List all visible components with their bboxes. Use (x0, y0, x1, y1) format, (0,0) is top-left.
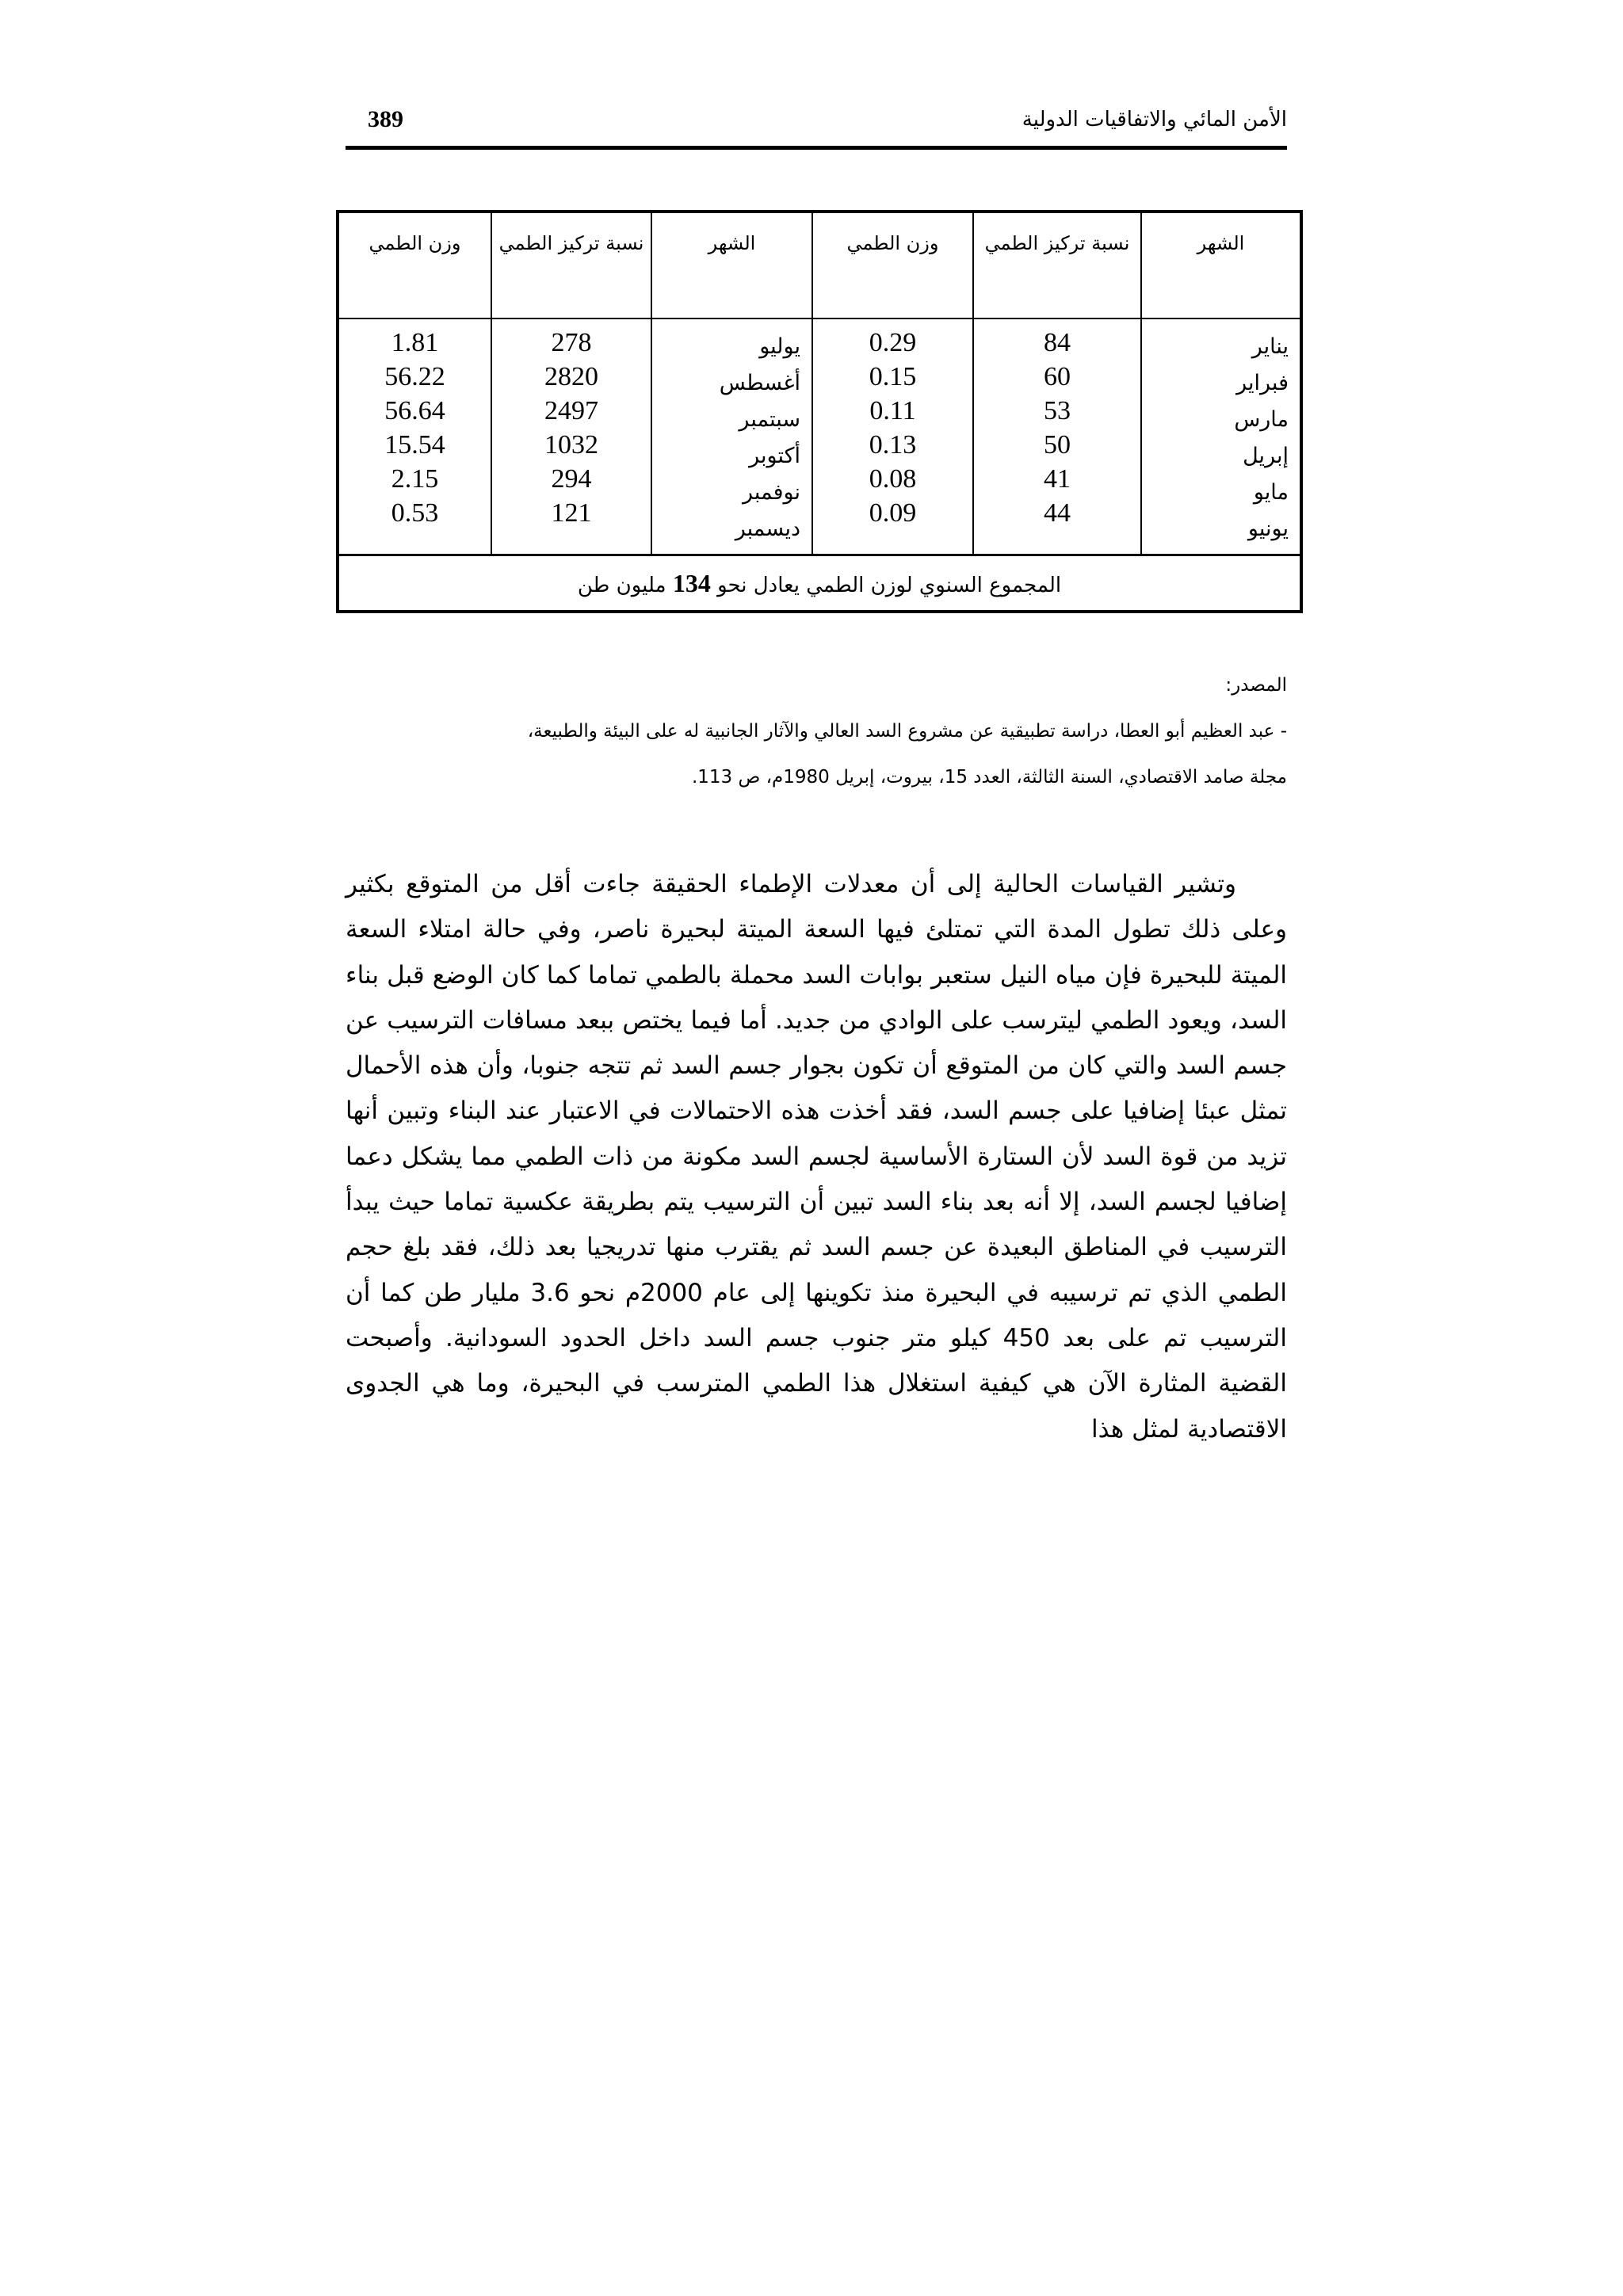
body-paragraph: وتشير القياسات الحالية إلى أن معدلات الإطماء الحقيقة جاءت أقل من المتوقع بكثير وعلى ذلك تطول المدة التي تمتلئ فيها السعة الميتة لبحيرة ناصر، وفي حالة امتلاء السعة الميتة للبحيرة فإن مياه النيل ستعبر بوابات السد محملة بالطمي تماما كما كان الوضع قبل بناء السد، ويعود الطمي ليترسب على الوادي من جديد. أما فيما يختص ببعد مسافات الترسيب عن جسم السد والتي كان من المتوقع أن تكون بجوار جسم السد ثم تتجه جنوبا، وأن هذه الأحمال تمثل عبئا إضافيا على جسم السد، فقد أخذت هذه الاحتمالات في الاعتبار عند البناء وتبين أنها تزيد من قوة السد لأن الستارة الأساسية لجسم السد مكونة من ذات الطمي مما يشكل دعما إضافيا لجسم السد، إلا أنه بعد بناء السد تبين أن الترسيب يتم بطريقة عكسية تماما حيث يبدأ الترسيب في المناطق البعيدة عن جسم السد ثم يقترب منها تدريجيا بعد ذلك، فقد بلغ حجم الطمي الذي تم ترسيبه في البحيرة منذ تكوينها إلى عام 2000م نحو 3.6 مليار طن كما أن الترسيب تم على بعد 450 كيلو متر جنوب جسم السد داخل الحدود السودانية. وأصبحت القضية المثارة الآن هي كيفية استغلال هذا الطمي المترسب في البحيرة، وما هي الجدوى الاقتصادية لمثل هذا (346, 870, 1287, 1444)
weight-column-left (338, 318, 491, 555)
concentration-cell: 1032 (544, 430, 598, 460)
header-rule (346, 146, 1287, 150)
concentration-cell: 53 (1044, 396, 1071, 425)
month-cell: إبريل (1243, 444, 1289, 468)
annual-total-cell (338, 555, 1301, 612)
month-cell: نوفمبر (742, 480, 800, 505)
header-weight-right: وزن الطمي (812, 212, 973, 318)
page-number: 389 (368, 106, 403, 132)
month-cell: أكتوبر (749, 444, 800, 468)
weight-cell: 15.54 (384, 430, 445, 460)
concentration-cell: 278 (551, 328, 592, 357)
month-cell: مارس (1234, 407, 1289, 432)
running-title: الأمن المائي والاتفاقيات الدولية (1022, 108, 1287, 132)
concentration-cell: 84 (1044, 328, 1071, 357)
weight-cell: 56.64 (384, 396, 445, 425)
total-text-after: مليون طن (577, 573, 666, 597)
concentration-cell: 2497 (544, 396, 598, 425)
months-column-left (651, 318, 812, 555)
concentration-cell: 41 (1044, 464, 1071, 494)
table-body-row (338, 318, 1301, 555)
weight-cell: 0.09 (869, 498, 917, 528)
concentration-cell: 121 (551, 498, 592, 528)
weight-cell: 2.15 (391, 464, 439, 494)
concentration-column-right (973, 318, 1141, 555)
concentration-cell: 294 (551, 464, 592, 494)
header-weight-left: وزن الطمي (338, 212, 491, 318)
month-cell: أغسطس (719, 371, 800, 395)
concentration-column-left (491, 318, 651, 555)
month-cell: يناير (1251, 334, 1289, 359)
weight-cell: 0.11 (869, 396, 916, 425)
month-cell: يوليو (759, 334, 800, 359)
month-cell: ديسمبر (735, 517, 800, 541)
source-citation-line-1: - عبد العظيم أبو العطا، دراسة تطبيقية عن مشروع السد العالي والآثار الجانبية له على البيئة والطبيعة، (527, 721, 1287, 742)
weight-column-right (812, 318, 973, 555)
source-citation-line-2: مجلة صامد الاقتصادي، السنة الثالثة، العدد 15، بيروت، إبريل 1980م، ص 113. (691, 767, 1287, 788)
weight-cell: 0.13 (869, 430, 917, 460)
weight-cell: 0.29 (869, 328, 917, 357)
concentration-cell: 50 (1044, 430, 1071, 460)
concentration-cell: 60 (1044, 362, 1071, 391)
header-month-right: الشهر (1141, 212, 1301, 318)
weight-cell: 1.81 (391, 328, 439, 357)
weight-cell: 0.53 (391, 498, 439, 528)
table-total-row (338, 555, 1301, 612)
total-text-before: المجموع السنوي لوزن الطمي يعادل نحو (717, 573, 1062, 597)
months-column-right (1141, 318, 1301, 555)
page-header (346, 95, 1287, 151)
header-month-left: الشهر (651, 212, 812, 318)
month-cell: مايو (1253, 480, 1289, 505)
table-header-row (338, 212, 1301, 318)
month-cell: يونيو (1247, 517, 1289, 541)
body-text (346, 862, 1287, 1452)
concentration-cell: 2820 (544, 362, 598, 391)
concentration-cell: 44 (1044, 498, 1071, 528)
month-cell: سبتمبر (739, 407, 800, 432)
month-cell: فبراير (1236, 371, 1289, 395)
header-concentration-right: نسبة تركيز الطمي (973, 212, 1141, 318)
weight-cell: 0.08 (869, 464, 917, 494)
weight-cell: 0.15 (869, 362, 917, 391)
source-label: المصدر: (1225, 675, 1287, 696)
weight-cell: 56.22 (384, 362, 445, 391)
total-value: 134 (672, 568, 711, 597)
sediment-table (336, 210, 1303, 613)
header-concentration-left: نسبة تركيز الطمي (491, 212, 651, 318)
